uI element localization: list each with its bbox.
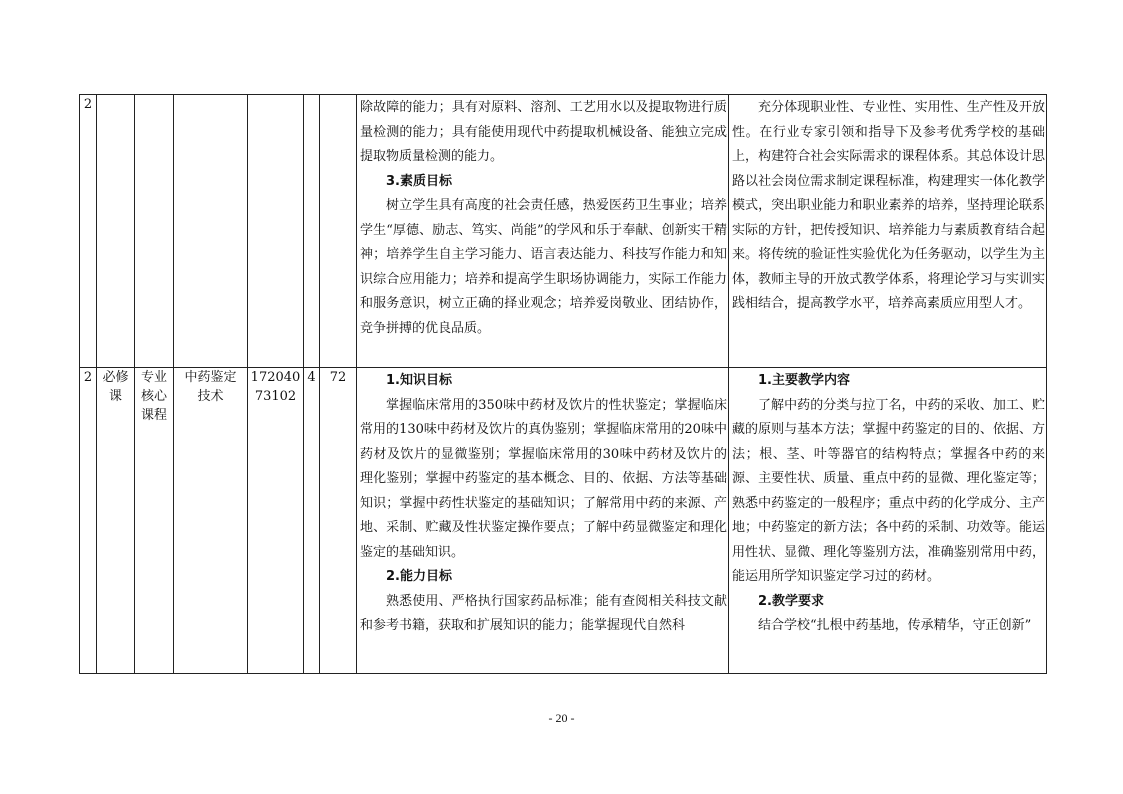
credits-cell xyxy=(304,368,320,674)
content-cell xyxy=(729,95,1047,368)
type-cell xyxy=(135,368,174,674)
course-type: 专业核心课程 xyxy=(140,370,167,423)
page-number: - 20 - xyxy=(548,711,575,725)
objectives-text xyxy=(357,95,728,341)
credits: 4 xyxy=(307,370,316,385)
hours-cell xyxy=(320,95,357,368)
hours: 72 xyxy=(329,370,347,385)
objectives-text xyxy=(357,368,728,639)
objectives-cell xyxy=(357,95,729,368)
content-cell xyxy=(729,368,1047,674)
row-number: 2 xyxy=(83,370,93,385)
table-row xyxy=(80,95,1047,368)
course-name-cell xyxy=(174,95,248,368)
course-code-cell xyxy=(248,368,304,674)
table-row xyxy=(80,368,1047,674)
paragraph: 掌握临床常用的350味中药材及饮片的性状鉴定；掌握临床常用的130味中药材及饮片的真伪鉴别；掌握临床常用的20味中药材及饮片的显微鉴别；掌握临床常用的30味中药材及饮片的理化鉴别；掌握中药鉴定的基本概念、目的、依据、方法等基础知识；掌握中药性状鉴定的基础知识；了解常用中药的来源、产地、采制、贮藏及性状鉴定操作要点；了解中药显微鉴定和理化鉴定的基础知识。 xyxy=(360,397,727,560)
section-heading: 1.知识目标 xyxy=(386,373,452,388)
paragraph: 充分体现职业性、专业性、实用性、生产性及开放性。在行业专家引领和指导下及参考优秀学校的基础上，构建符合社会实际需求的课程体系。其总体设计思路以社会岗位需求制定课程标准，构建理实一体化教学模式，突出职业能力和职业素养的培养，坚持理论联系实际的方针，把传授知识、培养能力与素质教育结合起来。将传统的验证性实验优化为任务驱动，以学生为主体，教师主导的开放式教学体系，将理论学习与实训实践相结合，提高教学水平，培养高素质应用型人才。 xyxy=(732,100,1045,311)
content-text xyxy=(729,95,1046,317)
section-heading: 1.主要教学内容 xyxy=(758,373,850,388)
course-code: 17204073102 xyxy=(250,370,301,404)
course-category: 必修课 xyxy=(102,370,129,404)
section-heading: 2.教学要求 xyxy=(758,593,824,609)
content-text xyxy=(729,368,1046,639)
paragraph: 除故障的能力；具有对原料、溶剂、工艺用水以及提取物进行质量检测的能力；具有能使用现代中药提取机械设备、能独立完成提取物质量检测的能力。 xyxy=(360,100,727,164)
course-name: 中药鉴定技术 xyxy=(184,370,237,404)
paragraph: 熟悉使用、严格执行国家药品标准；能有查阅相关科技文献和参考书籍，获取和扩展知识的能力；能掌握现代自然科 xyxy=(360,593,727,633)
hours-cell xyxy=(320,368,357,674)
row-number: 2 xyxy=(83,97,93,112)
paragraph: 树立学生具有高度的社会责任感，热爱医药卫生事业；培养学生“厚德、励志、笃实、尚能”的学风和乐于奉献、创新实干精神；培养学生自主学习能力、语言表达能力、科技写作能力和知识综合应用能力；培养和提高学生职场协调能力，实际工作能力和服务意识，树立正确的择业观念；培养爱岗敬业、团结协作，竞争拼搏的优良品质。 xyxy=(360,198,727,336)
category-cell xyxy=(97,368,135,674)
row-number-cell xyxy=(80,368,97,674)
paragraph: 结合学校“扎根中药基地，传承精华，守正创新” xyxy=(758,618,1032,633)
category-cell xyxy=(97,95,135,368)
type-cell xyxy=(135,95,174,368)
row-number-cell xyxy=(80,95,97,368)
section-heading: 2.能力目标 xyxy=(386,569,452,584)
course-table xyxy=(79,94,1047,674)
paragraph: 了解中药的分类与拉丁名，中药的采收、加工、贮藏的原则与基本方法；掌握中药鉴定的目的、依据、方法；根、茎、叶等器官的结构特点；掌握各中药的来源、主要性状、质量、重点中药的显微、理化鉴定等；熟悉中药鉴定的一般程序；重点中药的化学成分、主产地；中药鉴定的新方法；各中药的采制、功效等。能运用性状、显微、理化等鉴别方法，准确鉴别常用中药，能运用所学知识鉴定学习过的药材。 xyxy=(732,397,1045,584)
objectives-cell xyxy=(357,368,729,674)
course-name-cell xyxy=(174,368,248,674)
course-code-cell xyxy=(248,95,304,368)
credits-cell xyxy=(304,95,320,368)
section-heading: 3.素质目标 xyxy=(386,173,452,189)
